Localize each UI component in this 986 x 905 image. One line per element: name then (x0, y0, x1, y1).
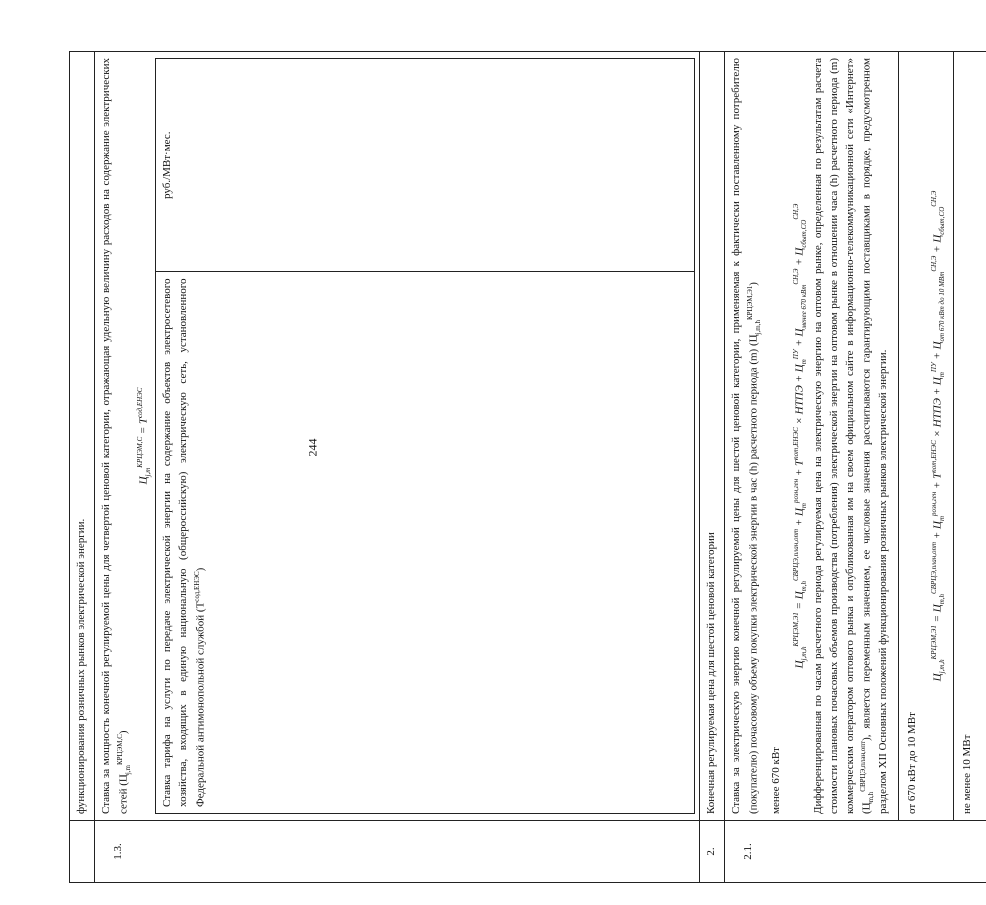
tariff-text: Ставка тарифа на услуги по передаче электрической энергии на содержание объектов электросетевого хозяйства, входящих в единую национальную (общероссийскую) электрическую сеть, установленного Федеральной антимонопольной службой $(Т^{сод,ЕНЭС})$ (155, 272, 694, 814)
price-explanation: Дифференцированная по часам расчетного периода регулируемая цена на электрическую энергию на оптовом рынке, определенная по результатам расчета стоимости плановых почасовых объемов производства (потребления) электрической энергии на оптовом рынке в отношении часа (h) расчетного периода (m) коммерческим оператором оптового рынка и опубликованная им на своем официальном сайте в информационно-телекоммуникационной сети «Интернет» $(Ц_{m,h}^{СВРЦЭ,план,опт})$, является переменным значением, ее числовые значения рассчитываются гарантирующими поставщиками в порядке, предусмотренном разделом XII Основных положений функционирования розничных рынков электрической энергии. (811, 58, 890, 814)
formula-670-10: $Ц_{j,m,h}^{КРЦЭМ,Э1} = Ц_{m,h}^{СВРЦЭ,план,опт} + Ц_m^{розн,ген} + Т^{пот,ЕНЭС}$ × НТПЭ + $Ц_m^{ПУ} + Ц_{от 670 кВт до 10 МВт}^{СН,Э} + Ц_{сбыт,СО}^{СН,Э}$ (930, 190, 947, 682)
row-2-title: Конечная регулируемая цена для шестой ценовой категории (699, 52, 724, 821)
page-number: 244 (305, 438, 320, 457)
row-number: 2. (699, 821, 724, 883)
rate-description: Ставка за мощность конечной регулируемой цены для четвертой ценовой категории, отражающая удельную величину расходов на содержание электрических сетей $(Ц_{j,m}^{КРЦЭМ,С})$ (99, 58, 132, 814)
tariff-subtable (155, 58, 695, 814)
capacity-band: менее 670 кВт (769, 747, 782, 814)
formula-less-670: $Ц_{j,m,h}^{КРЦЭМ,Э1} = Ц_{m,h}^{СВРЦЭ,план,опт} + Ц_m^{розн,ген} + Т^{пот,ЕНЭС}$ × НТПЭ + $Ц_m^{ПУ} + Ц_{менее 670 кВт}^{СН,Э} + Ц_{сбыт,СО}^{СН,Э}$ (791, 203, 808, 669)
row-number: 2.1. (724, 821, 986, 883)
empty-cell (70, 821, 95, 883)
rate-description: Ставка за электрическую энергию конечной регулируемой цены для шестой ценовой категории, применяемая к фактически поставленному потребителю (покупателю) почасовому объему покупки электрической энергии в час (h) расчетного периода (m) $(Ц_{j,m,h}^{КРЦЭМ,Э1})$ (729, 58, 762, 814)
rotated-table-container (69, 51, 974, 883)
unit-label: руб./МВт·мес. (155, 59, 694, 273)
rate-formula: $Ц_{j,m}^{КРЦЭМ,С} = Т^{сод,ЕНЭС}$ (135, 387, 152, 485)
capacity-band: не менее 10 МВт (953, 52, 982, 820)
intro-text: функционирования розничных рынков электрической энергии. (70, 52, 95, 821)
row-number: 1.3. (94, 821, 699, 883)
row-1-3 (94, 52, 699, 821)
capacity-band: от 670 кВт до 10 МВт (898, 52, 927, 820)
tariff-table (69, 51, 986, 883)
row-2-1 (724, 52, 986, 821)
